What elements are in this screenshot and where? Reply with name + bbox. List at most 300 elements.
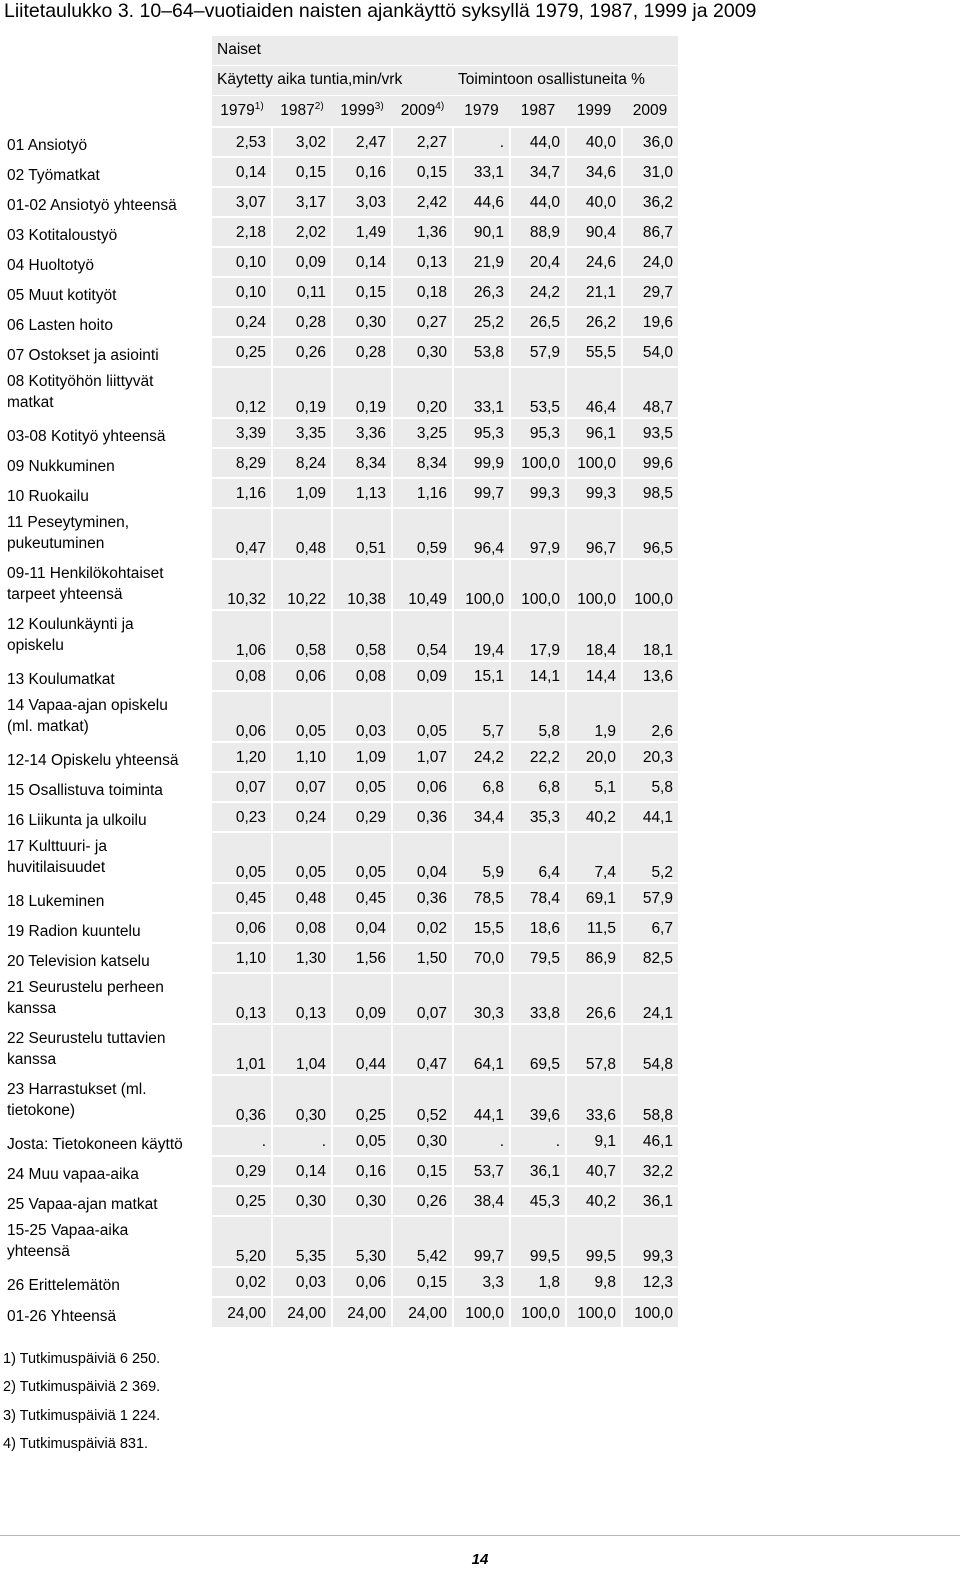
participation-value-cell: 40,7 bbox=[566, 1156, 622, 1186]
row-label-line: 26 Erittelemätön bbox=[7, 1277, 120, 1294]
row-label-line: 19 Radion kuuntelu bbox=[7, 923, 141, 940]
participation-value-cell: 100,0 bbox=[510, 448, 566, 478]
participation-value-cell: 99,5 bbox=[510, 1216, 566, 1267]
participation-value-cell: 1,8 bbox=[510, 1267, 566, 1297]
row-label bbox=[2, 661, 212, 691]
participation-value-cell: 34,4 bbox=[453, 802, 510, 832]
time-value-cell: 0,36 bbox=[392, 802, 453, 832]
participation-value-cell: 26,2 bbox=[566, 307, 622, 337]
time-value-cell: 1,10 bbox=[272, 742, 332, 772]
time-value-cell: 0,14 bbox=[272, 1156, 332, 1186]
participation-value-cell: 96,5 bbox=[622, 508, 678, 559]
row-label-line: 09 Nukkuminen bbox=[7, 458, 115, 475]
participation-value-cell: 36,0 bbox=[622, 127, 678, 157]
time-value-cell: 0,02 bbox=[392, 913, 453, 943]
participation-value-cell: 1,9 bbox=[566, 691, 622, 742]
participation-value-cell: 30,3 bbox=[453, 973, 510, 1024]
table-row bbox=[2, 661, 678, 691]
table-row bbox=[2, 217, 678, 247]
time-value-cell: 0,06 bbox=[392, 772, 453, 802]
time-value-cell: 8,34 bbox=[332, 448, 392, 478]
row-label-line: 13 Koulumatkat bbox=[7, 671, 115, 688]
time-value-cell: 1,09 bbox=[272, 478, 332, 508]
table-row bbox=[2, 973, 678, 1024]
time-value-cell: 0,08 bbox=[272, 913, 332, 943]
time-value-cell: 1,01 bbox=[212, 1024, 272, 1075]
participation-value-cell: 99,5 bbox=[566, 1216, 622, 1267]
participation-value-cell: 13,6 bbox=[622, 661, 678, 691]
time-value-cell: 0,59 bbox=[392, 508, 453, 559]
row-label-line: 02 Työmatkat bbox=[7, 167, 100, 184]
time-value-cell: 10,49 bbox=[392, 559, 453, 610]
participation-value-cell: 90,1 bbox=[453, 217, 510, 247]
time-value-cell: 1,07 bbox=[392, 742, 453, 772]
participation-value-cell: 100,0 bbox=[566, 559, 622, 610]
row-label-line: 16 Liikunta ja ulkoilu bbox=[7, 812, 147, 829]
row-label-line: 12 Koulunkäynti ja bbox=[7, 616, 134, 633]
header-year-time: 1979$^{1)}$ bbox=[212, 95, 272, 127]
time-value-cell: 0,30 bbox=[272, 1075, 332, 1126]
page-number: 14 bbox=[471, 1551, 489, 1568]
time-value-cell: 0,05 bbox=[392, 691, 453, 742]
participation-value-cell: 40,2 bbox=[566, 802, 622, 832]
row-label-line: 20 Television katselu bbox=[7, 953, 150, 970]
row-label bbox=[2, 367, 212, 418]
table-row bbox=[2, 610, 678, 661]
participation-value-cell: 54,8 bbox=[622, 1024, 678, 1075]
row-label-line: tarpeet yhteensä bbox=[7, 586, 123, 603]
time-value-cell: 0,08 bbox=[212, 661, 272, 691]
participation-value-cell: 46,4 bbox=[566, 367, 622, 418]
participation-value-cell: 79,5 bbox=[510, 943, 566, 973]
time-value-cell: 1,09 bbox=[332, 742, 392, 772]
row-label-line: 22 Seurustelu tuttavien bbox=[7, 1030, 166, 1047]
participation-value-cell: 3,3 bbox=[453, 1267, 510, 1297]
table-row bbox=[2, 1075, 678, 1126]
row-label bbox=[2, 691, 212, 742]
row-label bbox=[2, 478, 212, 508]
participation-value-cell: 18,6 bbox=[510, 913, 566, 943]
time-value-cell: 1,04 bbox=[272, 1024, 332, 1075]
row-label-line: 08 Kotityöhön liittyvät bbox=[7, 373, 154, 390]
time-value-cell: 0,20 bbox=[392, 367, 453, 418]
footnote: 4) Tutkimuspäiviä 831. bbox=[3, 1435, 149, 1452]
participation-value-cell: 100,0 bbox=[510, 1297, 566, 1327]
participation-value-cell: 78,4 bbox=[510, 883, 566, 913]
time-value-cell: 0,05 bbox=[212, 832, 272, 883]
row-label-line: 23 Harrastukset (ml. bbox=[7, 1081, 147, 1098]
footnote: 1) Tutkimuspäiviä 6 250. bbox=[3, 1351, 161, 1367]
time-value-cell: 5,20 bbox=[212, 1216, 272, 1267]
time-value-cell: 0,19 bbox=[272, 367, 332, 418]
row-label bbox=[2, 508, 212, 559]
row-label-line: 21 Seurustelu perheen bbox=[7, 979, 164, 996]
time-value-cell: 0,23 bbox=[212, 802, 272, 832]
participation-value-cell: 96,4 bbox=[453, 508, 510, 559]
time-value-cell: 1,30 bbox=[272, 943, 332, 973]
time-value-cell: 0,47 bbox=[212, 508, 272, 559]
header-year-time: 1999$^{3)}$ bbox=[332, 95, 392, 127]
time-value-cell: 0,25 bbox=[332, 1075, 392, 1126]
participation-value-cell: 95,3 bbox=[453, 418, 510, 448]
time-value-cell: 1,06 bbox=[212, 610, 272, 661]
time-use-table bbox=[2, 36, 678, 1327]
participation-value-cell: 78,5 bbox=[453, 883, 510, 913]
time-value-cell: 0,10 bbox=[212, 247, 272, 277]
participation-value-cell: 26,5 bbox=[510, 307, 566, 337]
row-label-line: 06 Lasten hoito bbox=[7, 317, 114, 334]
time-value-cell: 0,09 bbox=[272, 247, 332, 277]
time-value-cell: 5,35 bbox=[272, 1216, 332, 1267]
time-value-cell: 1,36 bbox=[392, 217, 453, 247]
time-value-cell: 0,14 bbox=[212, 157, 272, 187]
time-value-cell: 0,24 bbox=[272, 802, 332, 832]
table-row bbox=[2, 247, 678, 277]
time-value-cell: 0,58 bbox=[272, 610, 332, 661]
participation-value-cell: 82,5 bbox=[622, 943, 678, 973]
participation-value-cell: 86,9 bbox=[566, 943, 622, 973]
time-value-cell: 0,03 bbox=[332, 691, 392, 742]
time-value-cell: 0,47 bbox=[392, 1024, 453, 1075]
row-label-line: 25 Vapaa-ajan matkat bbox=[7, 1196, 158, 1213]
time-value-cell: 0,06 bbox=[272, 661, 332, 691]
row-label-line: 01-26 Yhteensä bbox=[7, 1308, 117, 1325]
participation-value-cell: 95,3 bbox=[510, 418, 566, 448]
time-value-cell: 0,30 bbox=[392, 337, 453, 367]
row-label bbox=[2, 883, 212, 913]
participation-value-cell: 64,1 bbox=[453, 1024, 510, 1075]
table-row bbox=[2, 1297, 678, 1327]
participation-value-cell: 100,0 bbox=[622, 559, 678, 610]
table-row bbox=[2, 127, 678, 157]
time-value-cell: 0,24 bbox=[212, 307, 272, 337]
row-label-line: 24 Muu vapaa-aika bbox=[7, 1166, 139, 1183]
participation-value-cell: 40,2 bbox=[566, 1186, 622, 1216]
table-row bbox=[2, 1267, 678, 1297]
time-value-cell: 0,09 bbox=[332, 973, 392, 1024]
header-year-participation: 1987 bbox=[510, 95, 566, 127]
participation-value-cell: 21,9 bbox=[453, 247, 510, 277]
time-value-cell: 8,24 bbox=[272, 448, 332, 478]
row-label bbox=[2, 1024, 212, 1075]
participation-value-cell: 33,8 bbox=[510, 973, 566, 1024]
row-label bbox=[2, 448, 212, 478]
row-label bbox=[2, 1075, 212, 1126]
time-value-cell: 2,53 bbox=[212, 127, 272, 157]
participation-value-cell: 5,1 bbox=[566, 772, 622, 802]
time-value-cell: 0,48 bbox=[272, 508, 332, 559]
time-value-cell: 0,05 bbox=[272, 832, 332, 883]
row-label bbox=[2, 157, 212, 187]
participation-value-cell: 36,1 bbox=[622, 1186, 678, 1216]
row-label-line: Josta: Tietokoneen käyttö bbox=[7, 1136, 183, 1153]
participation-value-cell: 19,6 bbox=[622, 307, 678, 337]
time-value-cell: 0,09 bbox=[392, 661, 453, 691]
time-value-cell: 1,16 bbox=[392, 478, 453, 508]
participation-value-cell: 6,8 bbox=[510, 772, 566, 802]
time-value-cell: 0,30 bbox=[272, 1186, 332, 1216]
time-value-cell: 3,39 bbox=[212, 418, 272, 448]
participation-value-cell: 7,4 bbox=[566, 832, 622, 883]
row-label-line: tietokone) bbox=[7, 1102, 76, 1119]
header-year-time: 2009$^{4)}$ bbox=[392, 95, 453, 127]
row-label-line: kanssa bbox=[7, 1051, 57, 1068]
time-value-cell: 0,13 bbox=[272, 973, 332, 1024]
participation-value-cell: 100,0 bbox=[453, 1297, 510, 1327]
time-value-cell: 0,28 bbox=[332, 337, 392, 367]
time-value-cell: 1,16 bbox=[212, 478, 272, 508]
participation-value-cell: 58,8 bbox=[622, 1075, 678, 1126]
row-label bbox=[2, 610, 212, 661]
row-label bbox=[2, 973, 212, 1024]
time-value-cell: 0,25 bbox=[212, 1186, 272, 1216]
participation-value-cell: 14,1 bbox=[510, 661, 566, 691]
time-value-cell: 0,58 bbox=[332, 610, 392, 661]
participation-value-cell: 70,0 bbox=[453, 943, 510, 973]
time-value-cell: 0,52 bbox=[392, 1075, 453, 1126]
time-value-cell: 0,06 bbox=[212, 913, 272, 943]
row-label-line: 03 Kotitaloustyö bbox=[7, 227, 118, 244]
row-label-line: pukeutuminen bbox=[7, 535, 105, 552]
row-label bbox=[2, 559, 212, 610]
row-label bbox=[2, 802, 212, 832]
time-value-cell: 5,42 bbox=[392, 1216, 453, 1267]
participation-value-cell: 26,6 bbox=[566, 973, 622, 1024]
participation-value-cell: 5,8 bbox=[622, 772, 678, 802]
row-label-line: kanssa bbox=[7, 1000, 57, 1017]
participation-value-cell: 5,2 bbox=[622, 832, 678, 883]
row-label-line: 01 Ansiotyö bbox=[7, 137, 88, 154]
participation-value-cell: 97,9 bbox=[510, 508, 566, 559]
row-label bbox=[2, 1156, 212, 1186]
table-row bbox=[2, 157, 678, 187]
table-row bbox=[2, 1186, 678, 1216]
time-value-cell: 0,15 bbox=[392, 157, 453, 187]
time-value-cell: 0,16 bbox=[332, 1156, 392, 1186]
time-value-cell: 0,30 bbox=[392, 1126, 453, 1156]
header-time-section: Käytetty aika tuntia,min/vrk bbox=[212, 65, 453, 95]
time-value-cell: . bbox=[272, 1126, 332, 1156]
time-value-cell: 1,49 bbox=[332, 217, 392, 247]
row-label-line: yhteensä bbox=[7, 1243, 70, 1260]
time-value-cell: 1,20 bbox=[212, 742, 272, 772]
participation-value-cell: 18,1 bbox=[622, 610, 678, 661]
row-label bbox=[2, 127, 212, 157]
participation-value-cell: 5,9 bbox=[453, 832, 510, 883]
participation-value-cell: 69,1 bbox=[566, 883, 622, 913]
time-value-cell: 0,08 bbox=[332, 661, 392, 691]
table-row bbox=[2, 307, 678, 337]
participation-value-cell: 100,0 bbox=[453, 559, 510, 610]
time-value-cell: 0,29 bbox=[212, 1156, 272, 1186]
time-value-cell: 0,44 bbox=[332, 1024, 392, 1075]
participation-value-cell: 25,2 bbox=[453, 307, 510, 337]
time-value-cell: 0,05 bbox=[332, 772, 392, 802]
participation-value-cell: 9,8 bbox=[566, 1267, 622, 1297]
participation-value-cell: 18,4 bbox=[566, 610, 622, 661]
time-value-cell: 0,06 bbox=[212, 691, 272, 742]
participation-value-cell: 99,3 bbox=[622, 1216, 678, 1267]
time-value-cell: 0,06 bbox=[332, 1267, 392, 1297]
participation-value-cell: 100,0 bbox=[566, 1297, 622, 1327]
participation-value-cell: 12,3 bbox=[622, 1267, 678, 1297]
time-value-cell: 0,26 bbox=[272, 337, 332, 367]
row-label bbox=[2, 1216, 212, 1267]
table-row bbox=[2, 478, 678, 508]
row-label bbox=[2, 1126, 212, 1156]
time-value-cell: 0,45 bbox=[332, 883, 392, 913]
participation-value-cell: 20,3 bbox=[622, 742, 678, 772]
participation-value-cell: 53,8 bbox=[453, 337, 510, 367]
participation-value-cell: 24,2 bbox=[510, 277, 566, 307]
table-row bbox=[2, 1024, 678, 1075]
table-row bbox=[2, 559, 678, 610]
participation-value-cell: 24,6 bbox=[566, 247, 622, 277]
time-value-cell: 0,28 bbox=[272, 307, 332, 337]
time-value-cell: 0,03 bbox=[272, 1267, 332, 1297]
time-value-cell: 10,38 bbox=[332, 559, 392, 610]
participation-value-cell: 14,4 bbox=[566, 661, 622, 691]
time-value-cell: 0,13 bbox=[392, 247, 453, 277]
row-label bbox=[2, 742, 212, 772]
participation-value-cell: 15,1 bbox=[453, 661, 510, 691]
participation-value-cell: 11,5 bbox=[566, 913, 622, 943]
time-value-cell: 0,05 bbox=[332, 832, 392, 883]
row-label-line: 10 Ruokailu bbox=[7, 488, 89, 505]
participation-value-cell: 33,1 bbox=[453, 157, 510, 187]
time-value-cell: 0,04 bbox=[332, 913, 392, 943]
time-value-cell: 0,27 bbox=[392, 307, 453, 337]
participation-value-cell: 2,6 bbox=[622, 691, 678, 742]
participation-value-cell: 99,6 bbox=[622, 448, 678, 478]
time-value-cell: 0,15 bbox=[272, 157, 332, 187]
participation-value-cell: 26,3 bbox=[453, 277, 510, 307]
table-row bbox=[2, 832, 678, 883]
time-value-cell: 0,07 bbox=[392, 973, 453, 1024]
participation-value-cell: 40,0 bbox=[566, 127, 622, 157]
time-value-cell: 0,16 bbox=[332, 157, 392, 187]
participation-value-cell: 34,6 bbox=[566, 157, 622, 187]
row-label-line: 12-14 Opiskelu yhteensä bbox=[7, 752, 179, 769]
participation-value-cell: 15,5 bbox=[453, 913, 510, 943]
row-label-line: opiskelu bbox=[7, 637, 64, 654]
time-value-cell: 3,35 bbox=[272, 418, 332, 448]
participation-value-cell: 40,0 bbox=[566, 187, 622, 217]
participation-value-cell: 21,1 bbox=[566, 277, 622, 307]
table-row bbox=[2, 772, 678, 802]
participation-value-cell: 100,0 bbox=[510, 559, 566, 610]
time-value-cell: 2,02 bbox=[272, 217, 332, 247]
participation-value-cell: 6,4 bbox=[510, 832, 566, 883]
participation-value-cell: 44,1 bbox=[622, 802, 678, 832]
time-value-cell: 0,51 bbox=[332, 508, 392, 559]
participation-value-cell: 24,2 bbox=[453, 742, 510, 772]
time-value-cell: 3,03 bbox=[332, 187, 392, 217]
time-value-cell: 0,05 bbox=[332, 1126, 392, 1156]
participation-value-cell: 33,6 bbox=[566, 1075, 622, 1126]
participation-value-cell: 32,2 bbox=[622, 1156, 678, 1186]
table-row bbox=[2, 367, 678, 418]
table-row bbox=[2, 1216, 678, 1267]
table-row bbox=[2, 448, 678, 478]
participation-value-cell: 99,7 bbox=[453, 478, 510, 508]
row-label bbox=[2, 1267, 212, 1297]
row-label-line: huvitilaisuudet bbox=[7, 859, 106, 876]
participation-value-cell: 99,7 bbox=[453, 1216, 510, 1267]
participation-value-cell: 34,7 bbox=[510, 157, 566, 187]
participation-value-cell: 45,3 bbox=[510, 1186, 566, 1216]
table-row bbox=[2, 187, 678, 217]
row-label bbox=[2, 772, 212, 802]
header-year-participation: 2009 bbox=[622, 95, 678, 127]
time-value-cell: 0,30 bbox=[332, 1186, 392, 1216]
time-value-cell: 0,02 bbox=[212, 1267, 272, 1297]
time-value-cell: 2,18 bbox=[212, 217, 272, 247]
participation-value-cell: 5,7 bbox=[453, 691, 510, 742]
row-label-line: matkat bbox=[7, 394, 54, 411]
time-value-cell: 0,07 bbox=[272, 772, 332, 802]
row-label bbox=[2, 913, 212, 943]
time-value-cell: 10,32 bbox=[212, 559, 272, 610]
time-value-cell: 0,15 bbox=[392, 1267, 453, 1297]
table-row bbox=[2, 943, 678, 973]
participation-value-cell: 100,0 bbox=[566, 448, 622, 478]
row-label-line: 15 Osallistuva toiminta bbox=[7, 782, 163, 799]
row-label bbox=[2, 418, 212, 448]
row-label-line: (ml. matkat) bbox=[7, 718, 89, 735]
footer-divider bbox=[0, 1535, 960, 1536]
header-year-time: 1987$^{2)}$ bbox=[272, 95, 332, 127]
row-label-line: 18 Lukeminen bbox=[7, 893, 105, 910]
participation-value-cell: 31,0 bbox=[622, 157, 678, 187]
time-value-cell: 0,48 bbox=[272, 883, 332, 913]
participation-value-cell: 99,9 bbox=[453, 448, 510, 478]
participation-value-cell: 86,7 bbox=[622, 217, 678, 247]
participation-value-cell: 44,0 bbox=[510, 187, 566, 217]
time-value-cell: 0,04 bbox=[392, 832, 453, 883]
participation-value-cell: 99,3 bbox=[510, 478, 566, 508]
time-value-cell: 1,13 bbox=[332, 478, 392, 508]
row-label-line: 04 Huoltotyö bbox=[7, 257, 95, 274]
table-row bbox=[2, 277, 678, 307]
participation-value-cell: 36,2 bbox=[622, 187, 678, 217]
table-row bbox=[2, 883, 678, 913]
table-row bbox=[2, 337, 678, 367]
participation-value-cell: 46,1 bbox=[622, 1126, 678, 1156]
participation-value-cell: 35,3 bbox=[510, 802, 566, 832]
time-value-cell: 3,07 bbox=[212, 187, 272, 217]
time-value-cell: 0,45 bbox=[212, 883, 272, 913]
row-label bbox=[2, 187, 212, 217]
row-label-line: 01-02 Ansiotyö yhteensä bbox=[7, 197, 177, 214]
table-body bbox=[2, 127, 678, 1327]
time-value-cell: 24,00 bbox=[332, 1297, 392, 1327]
participation-value-cell: 53,7 bbox=[453, 1156, 510, 1186]
time-value-cell: 24,00 bbox=[212, 1297, 272, 1327]
header-corner bbox=[2, 36, 212, 65]
time-value-cell: . bbox=[212, 1126, 272, 1156]
header-year-participation: 1999 bbox=[566, 95, 622, 127]
participation-value-cell: 20,0 bbox=[566, 742, 622, 772]
participation-value-cell: 6,7 bbox=[622, 913, 678, 943]
time-value-cell: 0,07 bbox=[212, 772, 272, 802]
time-value-cell: 8,29 bbox=[212, 448, 272, 478]
time-value-cell: 0,13 bbox=[212, 973, 272, 1024]
participation-value-cell: 54,0 bbox=[622, 337, 678, 367]
participation-value-cell: 90,4 bbox=[566, 217, 622, 247]
time-value-cell: 0,05 bbox=[272, 691, 332, 742]
table-title: Liitetaulukko 3. 10–64–vuotiaiden naisten ajankäyttö syksyllä 1979, 1987, 1999 ja 2009 bbox=[4, 0, 757, 22]
